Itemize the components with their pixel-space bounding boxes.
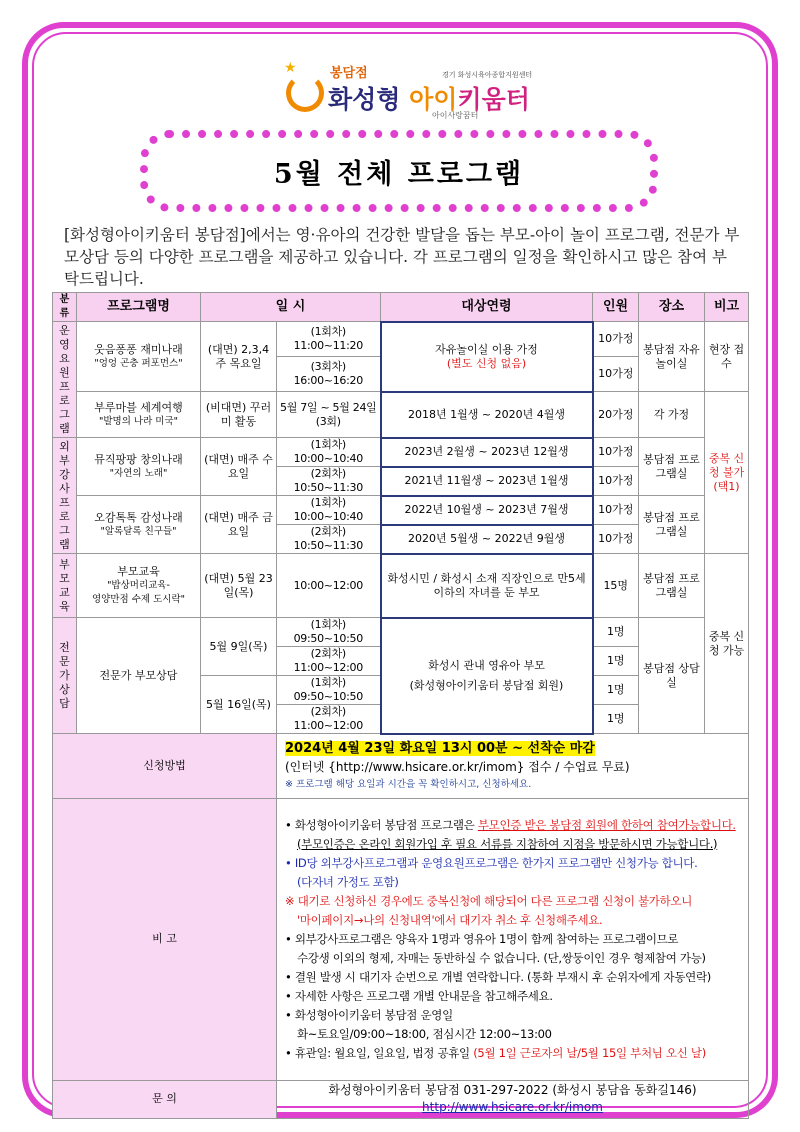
program-time: (1회차) 11:00~11:20 <box>277 322 381 357</box>
program-count: 10가정 <box>593 496 639 525</box>
apply-method: (인터넷 {http://www.hsicare.or.kr/imom} 접수 / 수업료 무료) <box>285 759 630 774</box>
program-target: 화성시 관내 영유아 부모 (화성형아이키움터 봉담점 회원) <box>381 618 593 734</box>
header-time: 일 시 <box>201 293 381 322</box>
program-place: 봉담점 프로그램실 <box>639 554 705 618</box>
contact-content <box>277 1080 749 1118</box>
contact-info: 화성형아이키움터 봉담점 031-297-2022 (화성시 봉담읍 동화길146) <box>328 1083 697 1097</box>
program-day: 5월 9일(목) <box>201 618 277 676</box>
program-note: 중복 신청 가능 <box>705 554 749 734</box>
title-box <box>140 130 658 212</box>
remark-line: ※ 대기로 신청하신 경우에도 중복신청에 해당되어 다른 프로그램 신청이 불가하오니 <box>285 893 693 908</box>
program-day: 5월 16일(목) <box>201 676 277 734</box>
program-count: 10가정 <box>593 322 639 357</box>
category-cell: 운영요원프로그램 <box>53 322 77 438</box>
program-time: (2회차) 11:00~12:00 <box>277 647 381 676</box>
program-place: 봉담점 프로그램실 <box>639 438 705 496</box>
program-target: 2023년 2월생 ~ 2023년 12월생 <box>381 438 593 467</box>
logo-sub: 아이사랑꿈터 <box>432 111 479 120</box>
program-name: 부루마블 세계여행 "발명의 나라 미국" <box>77 392 201 438</box>
program-count: 1명 <box>593 676 639 705</box>
remark-line: 수강생 이외의 형제, 자매는 동반하실 수 없습니다. (단,쌍둥이인 경우 형제참여 가능) <box>297 950 706 965</box>
contact-link[interactable]: http://www.hsicare.or.kr/imom <box>422 1100 603 1114</box>
table-header-row <box>53 293 749 322</box>
intro-text: [화성형아이키움터 봉담점]에서는 영·유아의 건강한 발달을 돕는 부모-아이 놀이 프로그램, 전문가 부모상담 등의 다양한 프로그램을 제공하고 있습니다. 각 프로그램의 일정을 확인하시고 많은 참여 부탁드립니다. <box>64 226 740 288</box>
logo <box>282 60 582 124</box>
category-cell: 전문가상담 <box>53 618 77 734</box>
program-count: 15명 <box>593 554 639 618</box>
program-time: 5월 7일 ~ 5월 24일 (3회) <box>277 392 381 438</box>
program-time: (3회차) 16:00~16:20 <box>277 357 381 392</box>
program-place: 봉담점 상담실 <box>639 618 705 734</box>
program-place: 봉담점 자유놀이실 <box>639 322 705 392</box>
table-row <box>53 438 749 467</box>
program-target: 2022년 10월생 ~ 2023년 7월생 <box>381 496 593 525</box>
smile-logo-icon <box>286 74 324 112</box>
apply-row <box>53 734 749 799</box>
program-time: (2회차) 10:50~11:30 <box>277 467 381 496</box>
program-day: (대면) 매주 수요일 <box>201 438 277 496</box>
remark-line: • 결원 발생 시 대기자 순번으로 개별 연락합니다. (통화 부재시 후 순위자에게 자동연락) <box>285 969 711 984</box>
table-row <box>53 496 749 525</box>
program-count: 1명 <box>593 705 639 734</box>
table-row <box>53 618 749 647</box>
table-row <box>53 322 749 357</box>
header-cat: 분류 <box>53 293 77 322</box>
contact-row <box>53 1080 749 1118</box>
apply-deadline: 2024년 4월 23일 화요일 13시 00분 ~ 선착순 마감 <box>285 740 595 756</box>
program-name: 전문가 부모상담 <box>77 618 201 734</box>
remark-line: • 휴관일: 월요일, 일요일, 법정 공휴일 (5월 1일 근로자의 날/5월 15일 부처님 오신 날) <box>285 1045 706 1060</box>
remark-line: (부모인증은 온라인 회원가입 후 필요 서류를 지참하여 지점을 방문하시면 가능합니다.) <box>297 836 718 851</box>
program-table <box>52 292 749 1119</box>
remark-line: • 자세한 사항은 프로그램 개별 안내문을 참고해주세요. <box>285 988 553 1003</box>
program-day: (대면) 매주 금요일 <box>201 496 277 554</box>
program-target: 자유놀이실 이용 가정 (별도 신청 없음) <box>381 322 593 392</box>
table-row <box>53 554 749 618</box>
program-count: 1명 <box>593 647 639 676</box>
program-day: (대면) 5월 23일(목) <box>201 554 277 618</box>
program-name: 부모교육 "밥상머리교육- 영양만점 수제 도시락" <box>77 554 201 618</box>
program-target: 화성시민 / 화성시 소재 직장인으로 만5세이하의 자녀를 둔 부모 <box>381 554 593 618</box>
logo-branch: 봉담점 <box>330 66 368 81</box>
program-count: 1명 <box>593 618 639 647</box>
program-target: 2021년 11월생 ~ 2023년 1월생 <box>381 467 593 496</box>
remark-line: • ID당 외부강사프로그램과 운영요원프로그램은 한가지 프로그램만 신청가능 합니다. <box>285 855 698 870</box>
program-note: 현장 접수 <box>705 322 749 392</box>
category-cell: 부모교육 <box>53 554 77 618</box>
logo-name: 화성형 아이키움터 <box>328 85 530 114</box>
program-name: 오감톡톡 감성나래 "알록달록 친구들" <box>77 496 201 554</box>
header-name: 프로그램명 <box>77 293 201 322</box>
program-count: 10가정 <box>593 438 639 467</box>
remark-line: • 외부강사프로그램은 양육자 1명과 영유아 1명이 함께 참여하는 프로그램이므로 <box>285 931 679 946</box>
program-target: 2018년 1월생 ~ 2020년 4월생 <box>381 392 593 438</box>
header-count: 인원 <box>593 293 639 322</box>
program-note: 중복 신청 불가 (택1) <box>705 392 749 554</box>
remark-line: (다자녀 가정도 포함) <box>297 874 399 889</box>
header-note: 비고 <box>705 293 749 322</box>
program-count: 10가정 <box>593 525 639 554</box>
remarks-label: 비 고 <box>53 798 277 1080</box>
program-place: 봉담점 프로그램실 <box>639 496 705 554</box>
header-place: 장소 <box>639 293 705 322</box>
program-count: 10가정 <box>593 357 639 392</box>
remark-line: '마이페이지→나의 신청내역'에서 대기자 취소 후 신청해주세요. <box>297 912 603 927</box>
remarks-row <box>53 798 749 1080</box>
program-target: 2020년 5월생 ~ 2022년 9월생 <box>381 525 593 554</box>
program-day: (대면) 2,3,4주 목요일 <box>201 322 277 392</box>
program-time: (1회차) 10:00~10:40 <box>277 496 381 525</box>
header-target: 대상연령 <box>381 293 593 322</box>
program-name: 웃음퐁퐁 재미나래 "엉엉 곤충 퍼포먼스" <box>77 322 201 392</box>
page-title: 5월 전체 프로그램 <box>273 158 525 190</box>
program-count: 20가정 <box>593 392 639 438</box>
program-day: (비대면) 꾸러미 활동 <box>201 392 277 438</box>
program-name: 뮤직팡팡 창의나래 "자연의 노래" <box>77 438 201 496</box>
apply-content <box>277 734 749 799</box>
star-icon: ★ <box>284 60 297 76</box>
program-time: (2회차) 11:00~12:00 <box>277 705 381 734</box>
program-time: (1회차) 10:00~10:40 <box>277 438 381 467</box>
program-time: (1회차) 09:50~10:50 <box>277 676 381 705</box>
remarks-content <box>277 798 749 1080</box>
program-count: 10가정 <box>593 467 639 496</box>
program-place: 각 가정 <box>639 392 705 438</box>
program-time: (1회차) 09:50~10:50 <box>277 618 381 647</box>
apply-label: 신청방법 <box>53 734 277 799</box>
remark-line: • 화성형아이키움터 봉담점 프로그램은 부모인증 받은 봉담점 회원에 한하여 참여가능합니다. <box>285 817 736 832</box>
program-time: (2회차) 10:50~11:30 <box>277 525 381 554</box>
program-time: 10:00~12:00 <box>277 554 381 618</box>
contact-label: 문 의 <box>53 1080 277 1118</box>
apply-notice: ※ 프로그램 해당 요일과 시간을 꼭 확인하시고, 신청하세요. <box>285 778 532 790</box>
category-cell: 외부강사프로그램 <box>53 438 77 554</box>
table-row <box>53 392 749 438</box>
remark-line: • 화성형아이키움터 봉담점 운영일 <box>285 1007 453 1022</box>
logo-org: 경기 화성시육아종합지원센터 <box>442 71 533 79</box>
remark-line: 화~토요일/09:00~18:00, 점심시간 12:00~13:00 <box>297 1026 552 1041</box>
